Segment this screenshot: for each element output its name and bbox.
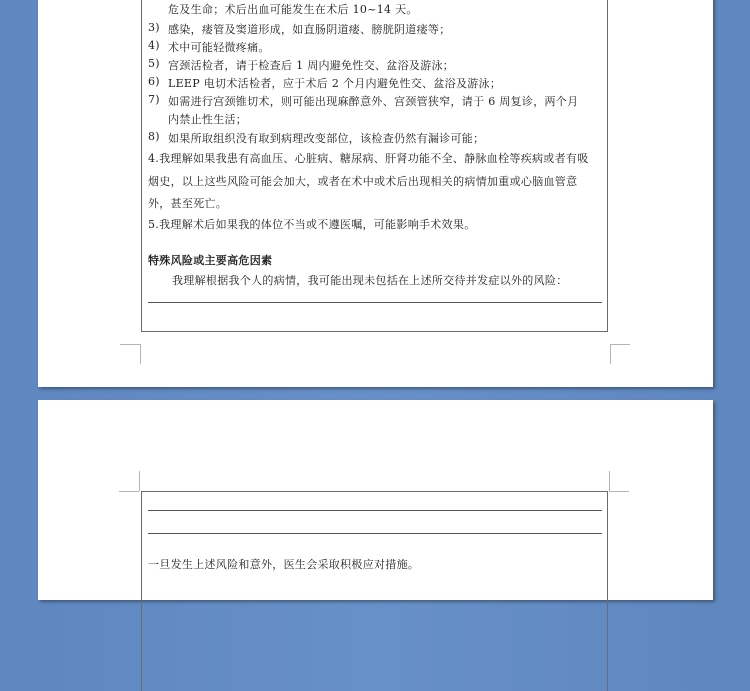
paragraph-4-line: 烟史，以上这些风险可能会加大，或者在术中或术后出现相关的病情加重或心脑血管意 [148,175,578,188]
crop-mark [119,491,139,492]
blank-line [148,302,602,303]
document-page-1 [38,0,713,387]
blank-line [148,510,602,511]
risk-intro: 我理解根据我个人的病情，我可能出现未包括在上述所交待并发症以外的风险： [172,274,568,287]
crop-mark [610,344,630,345]
document-page-2 [38,400,713,600]
paragraph-4-line: 4.我理解如果我患有高血压、心脏病、糖尿病、肝肾功能不全、静脉血栓等疾病或者有吸 [148,152,589,165]
paragraph-4-line: 外，甚至死亡。 [148,197,228,210]
crop-mark [120,344,140,345]
crop-mark [139,471,140,491]
crop-mark [609,471,610,491]
content-frame: 危及生命；术后出血可能发生在术后 10~14 天。 3) 感染，瘘管及窦道形成，如直肠阴道瘘、膀胱阴道瘘等； 4) 术中可能轻微疼痛。 5) 宫颈活检者，请于检查后 1 周内避免性交、盆浴及游泳； 6) LEEP 电切术活检者，应于术后 2 个月内避免性交、盆浴及游泳； 7) 如需进行宫颈锥切术，则可能出现麻醉意外、宫颈管狭窄，请于 6 周复诊，两个月 内禁止性生活； 8) 如果所取组织没有取到病理改变部位，该检查仍然有漏诊可能； 4.我理解如果我患有高血压、心脏病、糖尿病、肝肾功能不全、静脉血栓等疾病或者有吸 烟史，以上这些风险可能会加大，或者在术中或术后出现相关的病情加重或心脑血管意 外，甚至死亡。 5.我理解术后如果我的体位不当或不遵医嘱，可能影响手术效果。 特殊风险或主要高危因素 我理解根据我个人的病情，我可能出现未包括在上述所交待并发症以外的风险： [141,0,608,332]
blank-line [148,533,602,534]
crop-mark [609,491,629,492]
crop-mark [140,344,141,364]
section-heading: 特殊风险或主要高危因素 [148,254,273,267]
crop-mark [610,344,611,364]
paragraph-5: 5.我理解术后如果我的体位不当或不遵医嘱，可能影响手术效果。 [148,218,476,231]
content-frame [141,491,608,691]
closing-statement: 一旦发生上述风险和意外，医生会采取积极应对措施。 [148,558,420,571]
